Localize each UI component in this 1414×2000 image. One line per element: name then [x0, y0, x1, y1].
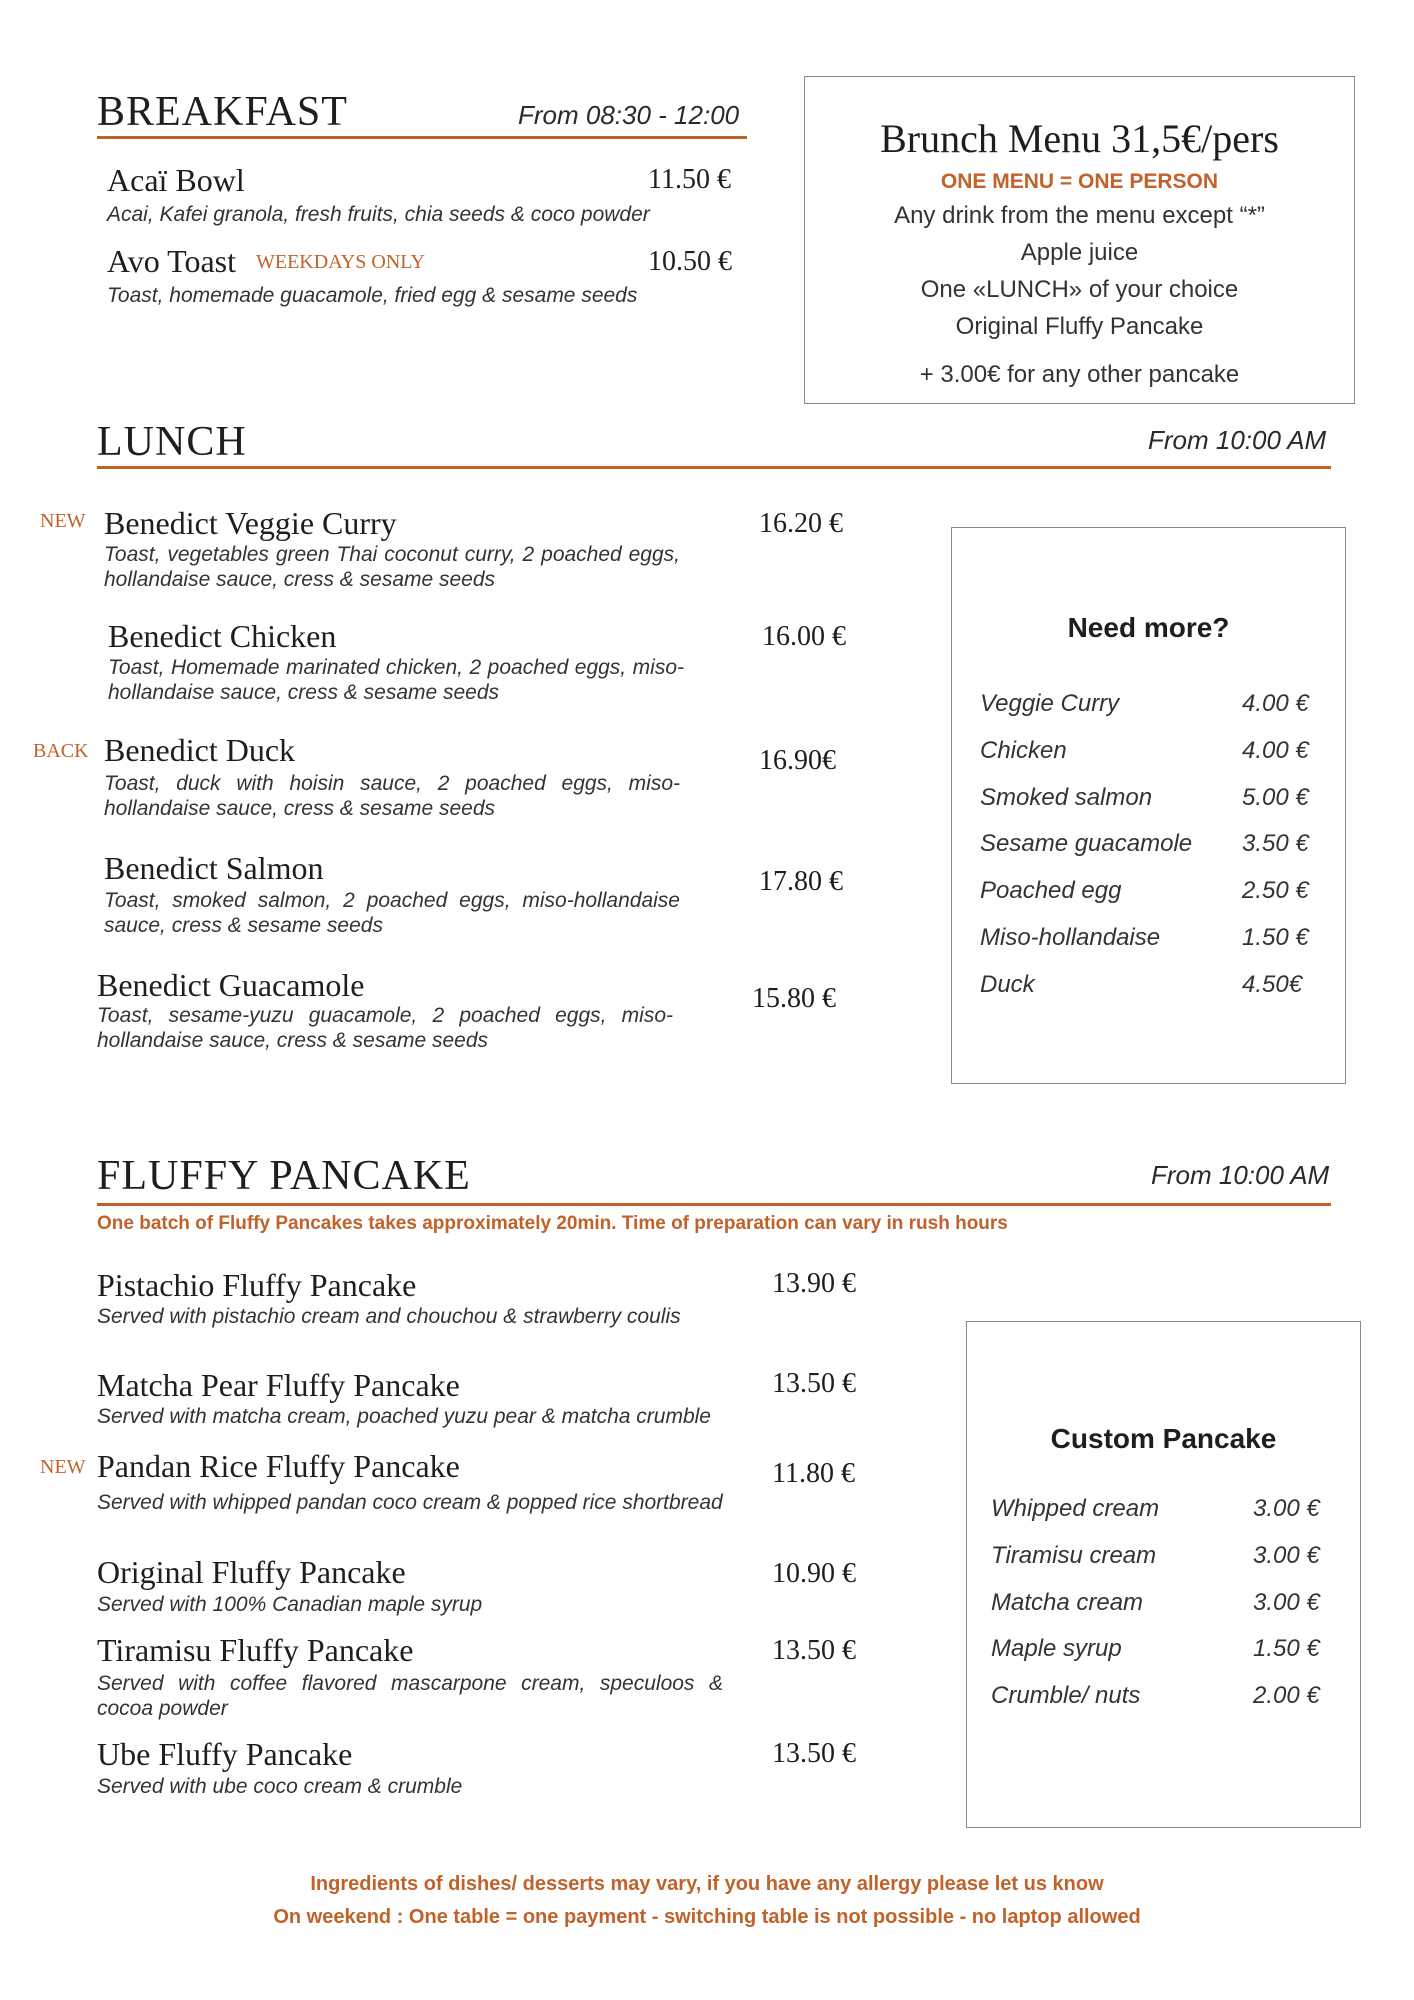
breakfast-time: From 08:30 - 12:00 — [518, 100, 740, 130]
pancake-item-name: Pistachio Fluffy Pancake — [97, 1267, 417, 1303]
extra-item-price: 2.50 € — [1242, 877, 1309, 904]
lunch-item-name: Benedict Duck — [104, 732, 296, 768]
pancake-item-price: 13.50 € — [772, 1635, 856, 1666]
brunch-line: Apple juice — [1020, 239, 1139, 266]
pancake-item-price: 13.50 € — [772, 1368, 856, 1399]
brunch-line: One «LUNCH» of your choice — [920, 276, 1239, 303]
breakfast-title: BREAKFAST — [97, 89, 348, 135]
pancake-time: From 10:00 AM — [1151, 1160, 1330, 1190]
lunch-title: LUNCH — [97, 419, 247, 465]
weekend-policy-note: On weekend : One table = one payment - switching table is not possible - no laptop allowed — [273, 1906, 1141, 1928]
brunch-line: + 3.00€ for any other pancake — [919, 361, 1240, 388]
extra-item-price: 4.50€ — [1242, 971, 1303, 998]
brunch-title: Brunch Menu 31,5€/pers — [880, 116, 1279, 161]
back-badge: BACK — [33, 740, 89, 762]
new-badge: NEW — [40, 1456, 86, 1478]
lunch-item-desc: Toast, smoked salmon, 2 poached eggs, miso-hollandaise sauce, cress & sesame seeds — [104, 889, 680, 937]
brunch-subtitle: ONE MENU = ONE PERSON — [940, 170, 1219, 193]
lunch-item-name: Benedict Salmon — [104, 850, 324, 886]
topping-name: Maple syrup — [991, 1635, 1122, 1662]
brunch-menu-box — [804, 76, 1355, 404]
breakfast-item-name: Acaï Bowl — [107, 162, 245, 198]
extra-item-name: Poached egg — [980, 877, 1122, 904]
pancake-item-desc: Served with 100% Canadian maple syrup — [97, 1593, 483, 1616]
lunch-item-price: 16.90€ — [759, 745, 836, 776]
breakfast-item-desc: Acai, Kafei granola, fresh fruits, chia seeds & coco powder — [107, 203, 650, 226]
new-badge: NEW — [40, 510, 86, 532]
lunch-item-name: Benedict Guacamole — [97, 967, 365, 1003]
pancake-item-name: Ube Fluffy Pancake — [97, 1736, 353, 1772]
extra-item-price: 4.00 € — [1242, 737, 1309, 764]
extra-item-name: Veggie Curry — [980, 690, 1120, 717]
lunch-item-desc: Toast, Homemade marinated chicken, 2 poached eggs, miso-hollandaise sauce, cress & sesame seeds — [108, 656, 684, 704]
pancake-item-price: 13.90 € — [772, 1268, 856, 1299]
breakfast-item-desc: Toast, homemade guacamole, fried egg & sesame seeds — [107, 284, 638, 307]
extra-item-name: Chicken — [980, 737, 1067, 764]
custom-pancake-title: Custom Pancake — [1050, 1423, 1277, 1454]
pancake-item-desc: Served with whipped pandan coco cream & popped rice shortbread — [97, 1491, 723, 1514]
topping-price: 2.00 € — [1253, 1682, 1320, 1709]
brunch-line: Original Fluffy Pancake — [955, 313, 1204, 340]
topping-price: 3.00 € — [1253, 1542, 1320, 1569]
topping-name: Tiramisu cream — [991, 1542, 1157, 1569]
weekdays-only-tag: WEEKDAYS ONLY — [256, 251, 425, 273]
pancake-item-name: Matcha Pear Fluffy Pancake — [97, 1367, 460, 1403]
pancake-item-desc: Served with coffee flavored mascarpone cream, speculoos & cocoa powder — [97, 1672, 723, 1720]
need-more-title: Need more? — [1067, 612, 1230, 643]
pancake-item-desc: Served with pistachio cream and chouchou & strawberry coulis — [97, 1305, 681, 1328]
lunch-item-desc: Toast, duck with hoisin sauce, 2 poached eggs, miso-hollandaise sauce, cress & sesame seeds — [104, 772, 680, 820]
extra-item-price: 3.50 € — [1242, 830, 1309, 857]
extra-item-name: Miso-hollandaise — [980, 924, 1161, 951]
extra-item-price: 1.50 € — [1242, 924, 1309, 951]
custom-pancake-box — [966, 1321, 1361, 1828]
pancake-item-price: 13.50 € — [772, 1738, 856, 1769]
extra-item-price: 5.00 € — [1242, 784, 1309, 811]
topping-name: Crumble/ nuts — [991, 1682, 1141, 1709]
pancake-item-price: 11.80 € — [772, 1458, 855, 1489]
need-more-box — [951, 527, 1346, 1084]
breakfast-item-price: 11.50 € — [648, 164, 731, 195]
lunch-item-price: 16.00 € — [762, 621, 846, 652]
pancake-item-name: Tiramisu Fluffy Pancake — [97, 1632, 414, 1668]
lunch-item-price: 16.20 € — [759, 508, 843, 539]
breakfast-item-name: Avo Toast — [107, 243, 237, 279]
extra-item-name: Smoked salmon — [980, 784, 1153, 811]
pancake-item-name: Original Fluffy Pancake — [97, 1554, 406, 1590]
pancake-item-price: 10.90 € — [772, 1558, 856, 1589]
lunch-time: From 10:00 AM — [1148, 425, 1327, 455]
pancake-item-desc: Served with ube coco cream & crumble — [97, 1775, 463, 1798]
pancake-item-desc: Served with matcha cream, poached yuzu pear & matcha crumble — [97, 1405, 711, 1428]
topping-price: 3.00 € — [1253, 1495, 1320, 1522]
lunch-item-name: Benedict Chicken — [108, 618, 337, 654]
topping-name: Whipped cream — [991, 1495, 1160, 1522]
lunch-item-price: 17.80 € — [759, 866, 843, 897]
pancake-divider — [97, 1203, 1331, 1206]
lunch-item-name: Benedict Veggie Curry — [104, 505, 397, 541]
topping-price: 1.50 € — [1253, 1635, 1320, 1662]
breakfast-divider — [97, 136, 747, 139]
lunch-item-desc: Toast, vegetables green Thai coconut curry, 2 poached eggs, hollandaise sauce, cress & sesame seeds — [104, 543, 680, 591]
lunch-item-desc: Toast, sesame-yuzu guacamole, 2 poached eggs, miso-hollandaise sauce, cress & sesame seeds — [97, 1004, 673, 1052]
extra-item-name: Sesame guacamole — [980, 830, 1193, 857]
topping-price: 3.00 € — [1253, 1589, 1320, 1616]
allergy-note: Ingredients of dishes/ desserts may vary, if you have any allergy please let us know — [310, 1873, 1104, 1895]
breakfast-item-price: 10.50 € — [648, 246, 732, 277]
extra-item-name: Duck — [980, 971, 1035, 998]
lunch-item-price: 15.80 € — [752, 983, 836, 1014]
brunch-line: Any drink from the menu except “*” — [894, 202, 1265, 229]
pancake-item-name: Pandan Rice Fluffy Pancake — [97, 1448, 460, 1484]
pancake-title: FLUFFY PANCAKE — [97, 1153, 471, 1199]
pancake-note: One batch of Fluffy Pancakes takes approximately 20min. Time of preparation can vary in rush hours — [97, 1213, 1008, 1234]
lunch-divider — [97, 466, 1331, 469]
topping-name: Matcha cream — [991, 1589, 1144, 1616]
extra-item-price: 4.00 € — [1242, 690, 1309, 717]
